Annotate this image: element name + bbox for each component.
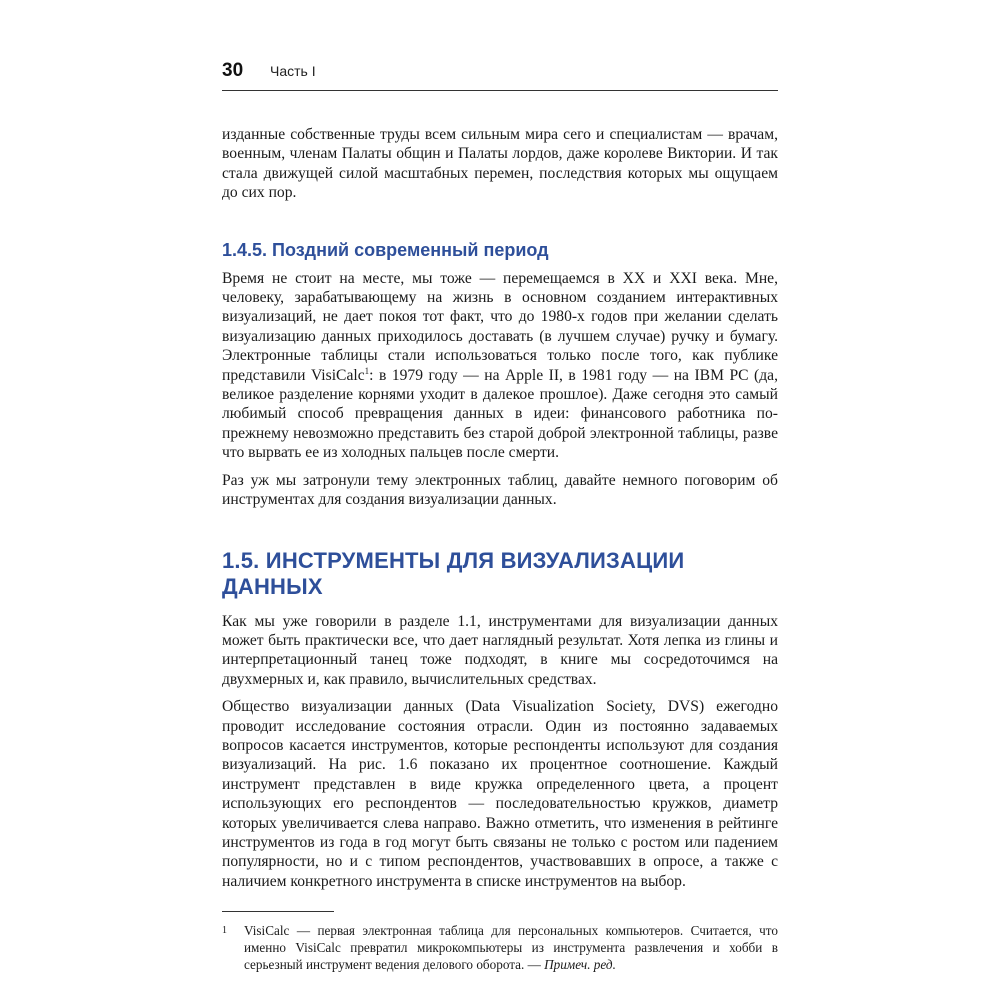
footnote-text — [244, 922, 778, 973]
footnote-divider — [222, 911, 334, 912]
paragraph-spreadsheets-transition: Раз уж мы затронули тему электронных таблиц, давайте немного поговорим об инструментах для создания визуализации данных. — [222, 471, 778, 509]
editor-note: Примеч. ред. — [544, 957, 616, 973]
paragraph-text-part-1: Время не стоит на месте, мы тоже — перемещаемся в XX и XXI века. Мне, человеку, зарабатывающему на жизнь в основном созданием интерактивных визуализаций, не дает покоя тот факт, что до 1980-х годов при желании сделать визуализацию данных приходилось доставать (в лучшем случае) ручку и бумагу. Электронные таблицы стали использоваться только после того, как публике представили VisiCalc — [222, 269, 778, 384]
footnote-mark: 1 — [222, 925, 227, 937]
paragraph-late-modern-period — [222, 269, 778, 463]
footnote — [222, 922, 778, 973]
running-header — [222, 60, 778, 91]
paragraph-tools-intro: Как мы уже говорили в разделе 1.1, инструментами для визуализации данных может быть практически все, что дает наглядный результат. Хотя лепка из глины и интерпретационный танец тоже подходят, в книге мы сосредоточимся на двухмерных и, как правило, вычислительных средствах. — [222, 612, 778, 688]
paragraph-text-part-2: : в 1979 году — на Apple II, в 1981 году — на IBM PC (да, великое разделение корнями уходит в далекое прошлое). Даже сегодня это самый любимый способ превращения данных в идеи: финансового работника по-прежнему невозможно представить без старой доброй электронной таблицы, разве что вырвать ее из холодных пальцев после смерти. — [222, 366, 778, 462]
paragraph-intro: изданные собственные труды всем сильным мира сего и специалистам — врачам, военным, членам Палаты общин и Палаты лордов, даже королеве Виктории. И так стала движущей силой масштабных перемен, последствия которых мы ощущаем до сих пор. — [222, 126, 778, 202]
section-heading-1-5: 1.5. ИНСТРУМЕНТЫ ДЛЯ ВИЗУАЛИЗАЦИИ ДАННЫХ — [222, 547, 685, 599]
paragraph-dvs-survey: Общество визуализации данных (Data Visualization Society, DVS) ежегодно проводит исследование состояния отрасли. Один из постоянно задаваемых вопросов касается инструментов, которые респонденты используют для создания визуализаций. На рис. 1.6 показано их процентное соотношение. Каждый инструмент представлен в виде кружка определенного цвета, а процент использующих его респондентов — последовательностью кружков, диаметр которых увеличивается слева направо. Важно отметить, что изменения в рейтинге инструментов из года в год могут быть связаны не только с ростом или падением популярности, но и с типом респондентов, участвовавших в опросе, а также с наличием конкретного инструмента в списке инструментов на выбор. — [222, 698, 778, 890]
part-label: Часть I — [270, 63, 316, 79]
footnote-body: VisiCalc — первая электронная таблица для персональных компьютеров. Считается, что именно VisiCalc превратил микрокомпьютеры из инструмента развлечения и хобби в серьезный инструмент ведения делового оборота. — — [244, 923, 778, 973]
footnote-reference[interactable]: 1 — [364, 365, 370, 376]
page-number: 30 — [222, 60, 244, 81]
subsection-heading-1-4-5: 1.4.5. Поздний современный период — [222, 239, 549, 260]
book-page — [222, 60, 778, 973]
